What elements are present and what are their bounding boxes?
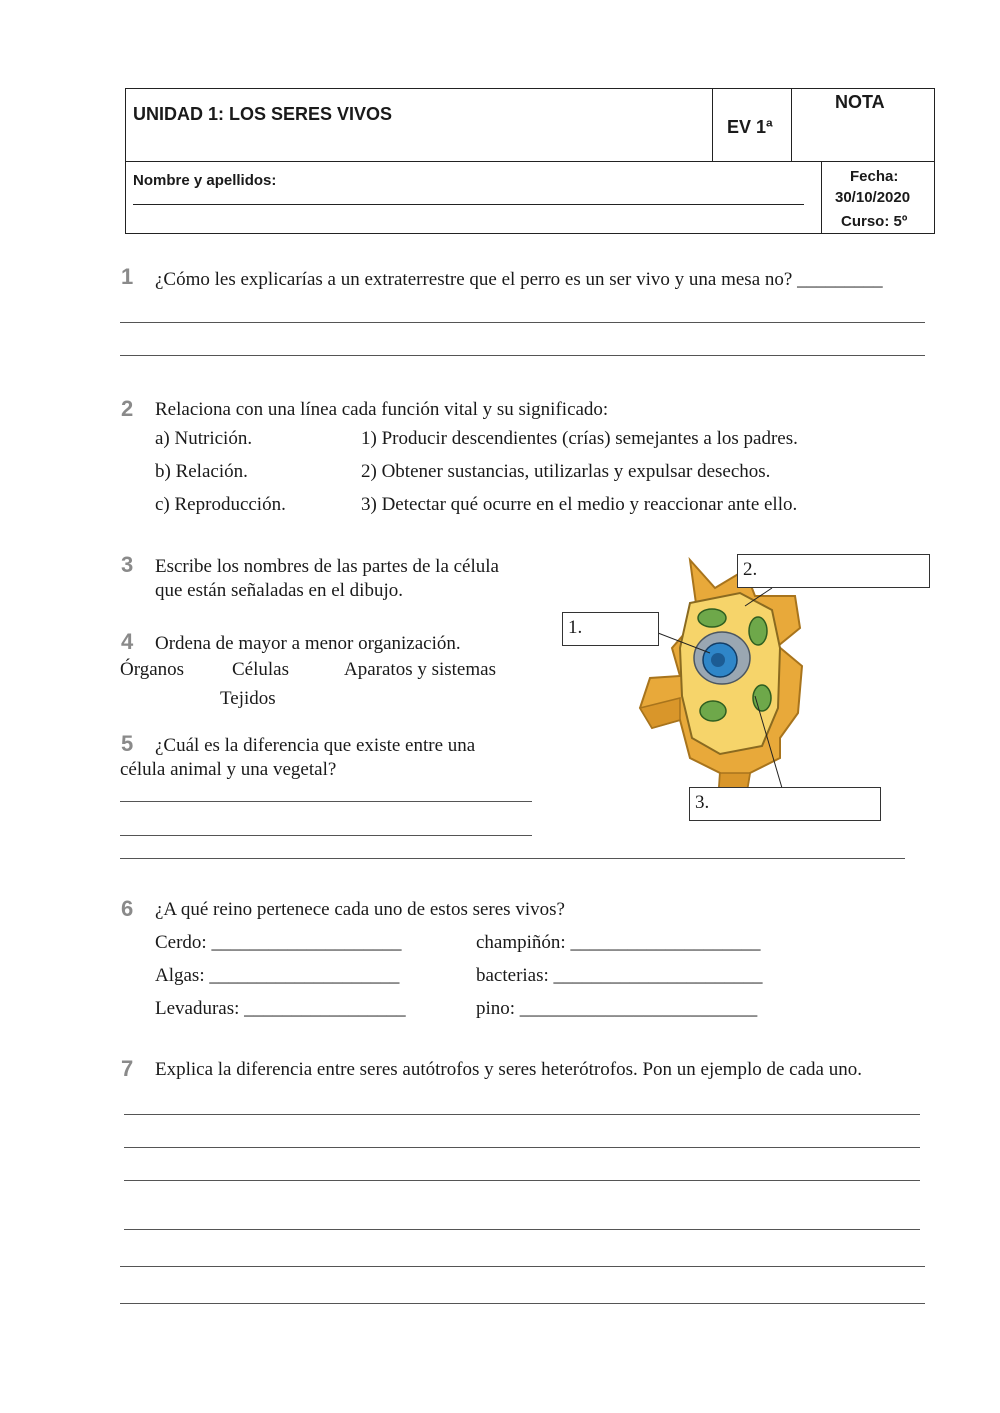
evaluation-label: EV 1ª bbox=[727, 117, 773, 137]
cell-label-number: 2. bbox=[743, 559, 758, 580]
cell-label-number: 3. bbox=[695, 792, 710, 813]
question-text: Escribe los nombres de las partes de la célula bbox=[155, 556, 499, 577]
answer-line[interactable] bbox=[120, 801, 532, 802]
question-text: ¿A qué reino pertenece cada uno de estos seres vivos? bbox=[155, 899, 565, 920]
question-text: ¿Cuál es la diferencia que existe entre una bbox=[155, 735, 476, 756]
answer-line[interactable] bbox=[120, 355, 925, 356]
meaning-item[interactable]: 2) Obtener sustancias, utilizarlas y expulsar desechos. bbox=[361, 461, 771, 482]
organization-term: Tejidos bbox=[220, 688, 276, 709]
kingdom-item-levaduras[interactable]: Levaduras: _________________ bbox=[155, 998, 406, 1019]
answer-line[interactable] bbox=[124, 1180, 920, 1181]
cell-label-box-1[interactable] bbox=[562, 612, 659, 646]
function-item[interactable]: b) Relación. bbox=[155, 461, 248, 482]
question-number: 5 bbox=[121, 731, 134, 756]
header-col-divider-2 bbox=[791, 88, 792, 162]
name-label: Nombre y apellidos: bbox=[133, 172, 277, 189]
question-number: 1 bbox=[121, 264, 134, 289]
question-number: 7 bbox=[121, 1056, 134, 1081]
kingdom-item-algas[interactable]: Algas: ____________________ bbox=[155, 965, 400, 986]
organization-term: Órganos bbox=[120, 659, 185, 680]
cell-label-box-2[interactable] bbox=[737, 554, 930, 588]
question-number: 4 bbox=[121, 629, 134, 654]
answer-line[interactable] bbox=[124, 1229, 920, 1230]
question-text: célula animal y una vegetal? bbox=[120, 759, 337, 780]
answer-line[interactable] bbox=[120, 1266, 925, 1267]
course-label: Curso: 5º bbox=[841, 213, 908, 230]
date-value: 30/10/2020 bbox=[835, 189, 911, 206]
kingdom-item-cerdo[interactable]: Cerdo: ____________________ bbox=[155, 932, 402, 953]
organization-term: Aparatos y sistemas bbox=[344, 659, 496, 680]
question-text: Relaciona con una línea cada función vital y su significado: bbox=[155, 399, 609, 420]
answer-line[interactable] bbox=[120, 858, 905, 859]
kingdom-item-champinon[interactable]: champiñón: ____________________ bbox=[476, 932, 761, 953]
header-col-divider-1 bbox=[712, 88, 713, 162]
organization-term: Células bbox=[232, 659, 289, 680]
kingdom-item-pino[interactable]: pino: _________________________ bbox=[476, 998, 758, 1019]
cell-label-box-3[interactable] bbox=[689, 787, 881, 821]
kingdom-item-bacterias[interactable]: bacterias: ______________________ bbox=[476, 965, 763, 986]
answer-line[interactable] bbox=[124, 1114, 920, 1115]
grade-label: NOTA bbox=[835, 92, 885, 112]
header-row-divider bbox=[125, 161, 935, 162]
unit-title: UNIDAD 1: LOS SERES VIVOS bbox=[133, 104, 393, 124]
meaning-item[interactable]: 1) Producir descendientes (crías) semejantes a los padres. bbox=[361, 428, 798, 449]
chloroplast bbox=[749, 617, 767, 645]
question-number: 2 bbox=[121, 396, 134, 421]
header-col-divider-3 bbox=[821, 161, 822, 234]
meaning-item[interactable]: 3) Detectar qué ocurre en el medio y reaccionar ante ello. bbox=[361, 494, 798, 515]
nucleolus bbox=[711, 653, 725, 667]
answer-line[interactable] bbox=[124, 1147, 920, 1148]
date-label: Fecha: bbox=[850, 168, 899, 185]
cell-label-number: 1. bbox=[568, 617, 583, 638]
question-number: 3 bbox=[121, 552, 134, 577]
answer-line[interactable] bbox=[120, 835, 532, 836]
answer-line[interactable] bbox=[120, 1303, 925, 1304]
question-number: 6 bbox=[121, 896, 134, 921]
question-text: ¿Cómo les explicarías a un extraterrestre que el perro es un ser vivo y una mesa no? _________ bbox=[155, 269, 883, 290]
answer-line[interactable] bbox=[120, 322, 925, 323]
question-text: que están señaladas en el dibujo. bbox=[155, 580, 403, 601]
question-text: Explica la diferencia entre seres autótrofos y seres heterótrofos. Pon un ejemplo de cada uno. bbox=[155, 1059, 862, 1080]
function-item[interactable]: a) Nutrición. bbox=[155, 428, 253, 449]
name-write-line[interactable] bbox=[133, 204, 804, 205]
chloroplast bbox=[700, 701, 726, 721]
chloroplast bbox=[698, 609, 726, 627]
function-item[interactable]: c) Reproducción. bbox=[155, 494, 286, 515]
question-text: Ordena de mayor a menor organización. bbox=[155, 633, 461, 654]
